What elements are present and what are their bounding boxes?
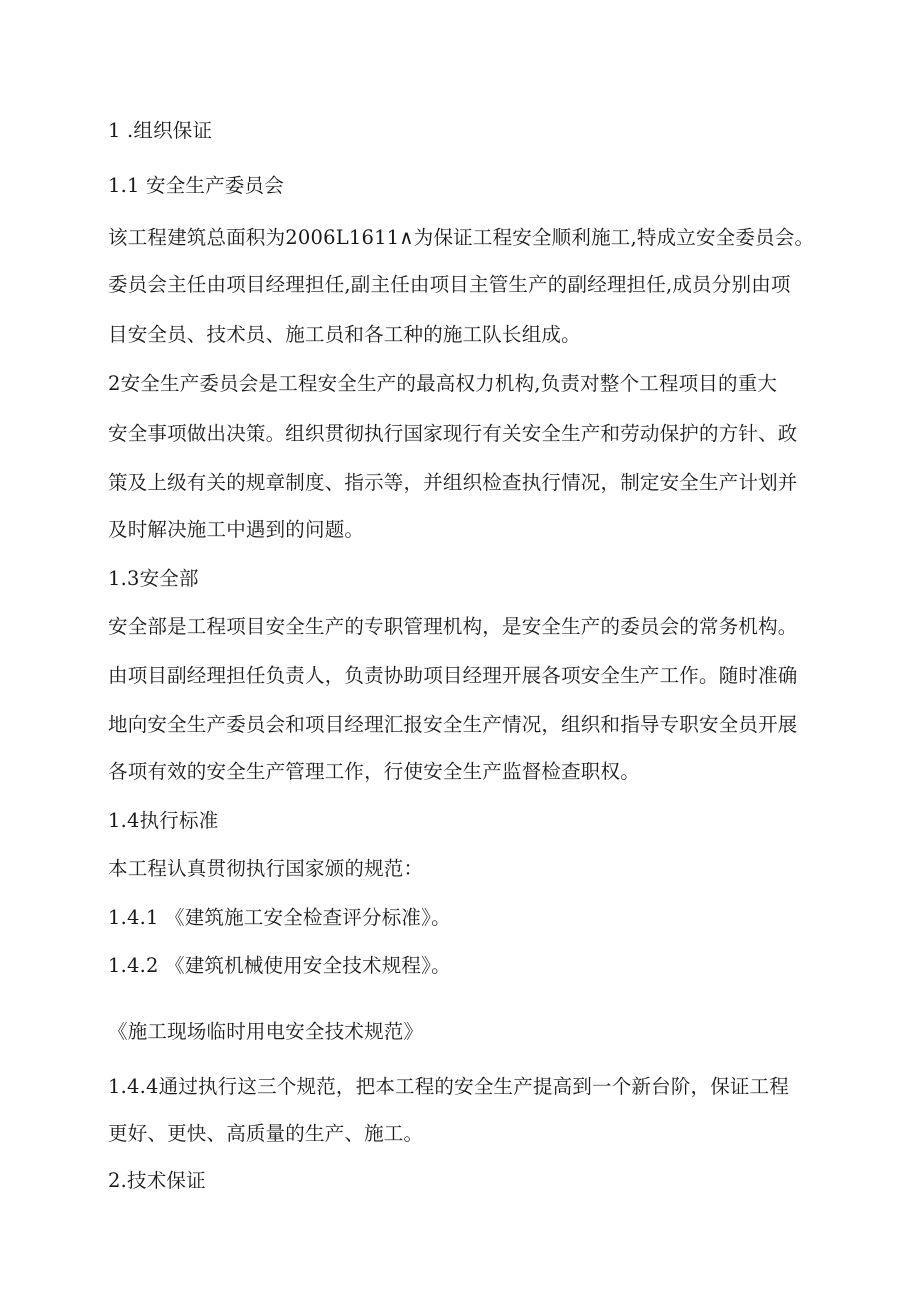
heading-1-3: 1.3安全部: [108, 567, 199, 590]
heading-1-4: 1.4执行标准: [108, 809, 219, 832]
paragraph-line: 策及上级有关的规章制度、指示等，并组织检查执行情况，制定安全生产计划并: [108, 471, 798, 494]
paragraph-line: 该工程建筑总面积为2006L1611∧为保证工程安全顺利施工,特成立安全委员会。: [108, 226, 815, 249]
paragraph-line: 地向安全生产委员会和项目经理汇报安全生产情况，组织和指导专职安全员开展: [108, 713, 798, 736]
paragraph-line: 目安全员、技术员、施工员和各工种的施工队长组成。: [108, 323, 581, 346]
paragraph-line: 由项目副经理担任负责人，负责协助项目经理开展各项安全生产工作。随时准确: [108, 664, 798, 687]
heading-2: 2.技术保证: [108, 1169, 206, 1192]
paragraph-line: 更好、更快、高质量的生产、施工。: [108, 1122, 424, 1145]
paragraph-line: 及时解决施工中遇到的问题。: [108, 518, 365, 541]
list-item: 《施工现场临时用电安全技术规范》: [108, 1020, 424, 1043]
paragraph-line: 安全部是工程项目安全生产的专职管理机构，是安全生产的委员会的常务机构。: [108, 615, 798, 638]
paragraph-line: 各项有效的安全生产管理工作，行使安全生产监督检查职权。: [108, 760, 640, 783]
heading-1: 1 .组织保证: [108, 119, 213, 142]
paragraph-line: 2安全生产委员会是工程安全生产的最高权力机构,负责对整个工程项目的重大: [108, 372, 778, 395]
list-item: 1.4.1 《建筑施工安全检查评分标准》。: [108, 906, 451, 929]
paragraph-line: 本工程认真贯彻执行国家颁的规范：: [108, 857, 424, 880]
heading-1-1: 1.1 安全生产委员会: [108, 174, 284, 197]
paragraph-line: 委员会主任由项目经理担任,副主任由项目主管生产的副经理担任,成员分别由项: [108, 273, 791, 296]
paragraph-line: 安全事项做出决策。组织贯彻执行国家现行有关安全生产和劳动保护的方针、政: [108, 422, 798, 445]
paragraph-line: 1.4.4通过执行这三个规范，把本工程的安全生产提高到一个新台阶，保证工程: [108, 1075, 790, 1098]
list-item: 1.4.2 《建筑机械使用安全技术规程》。: [108, 954, 451, 977]
